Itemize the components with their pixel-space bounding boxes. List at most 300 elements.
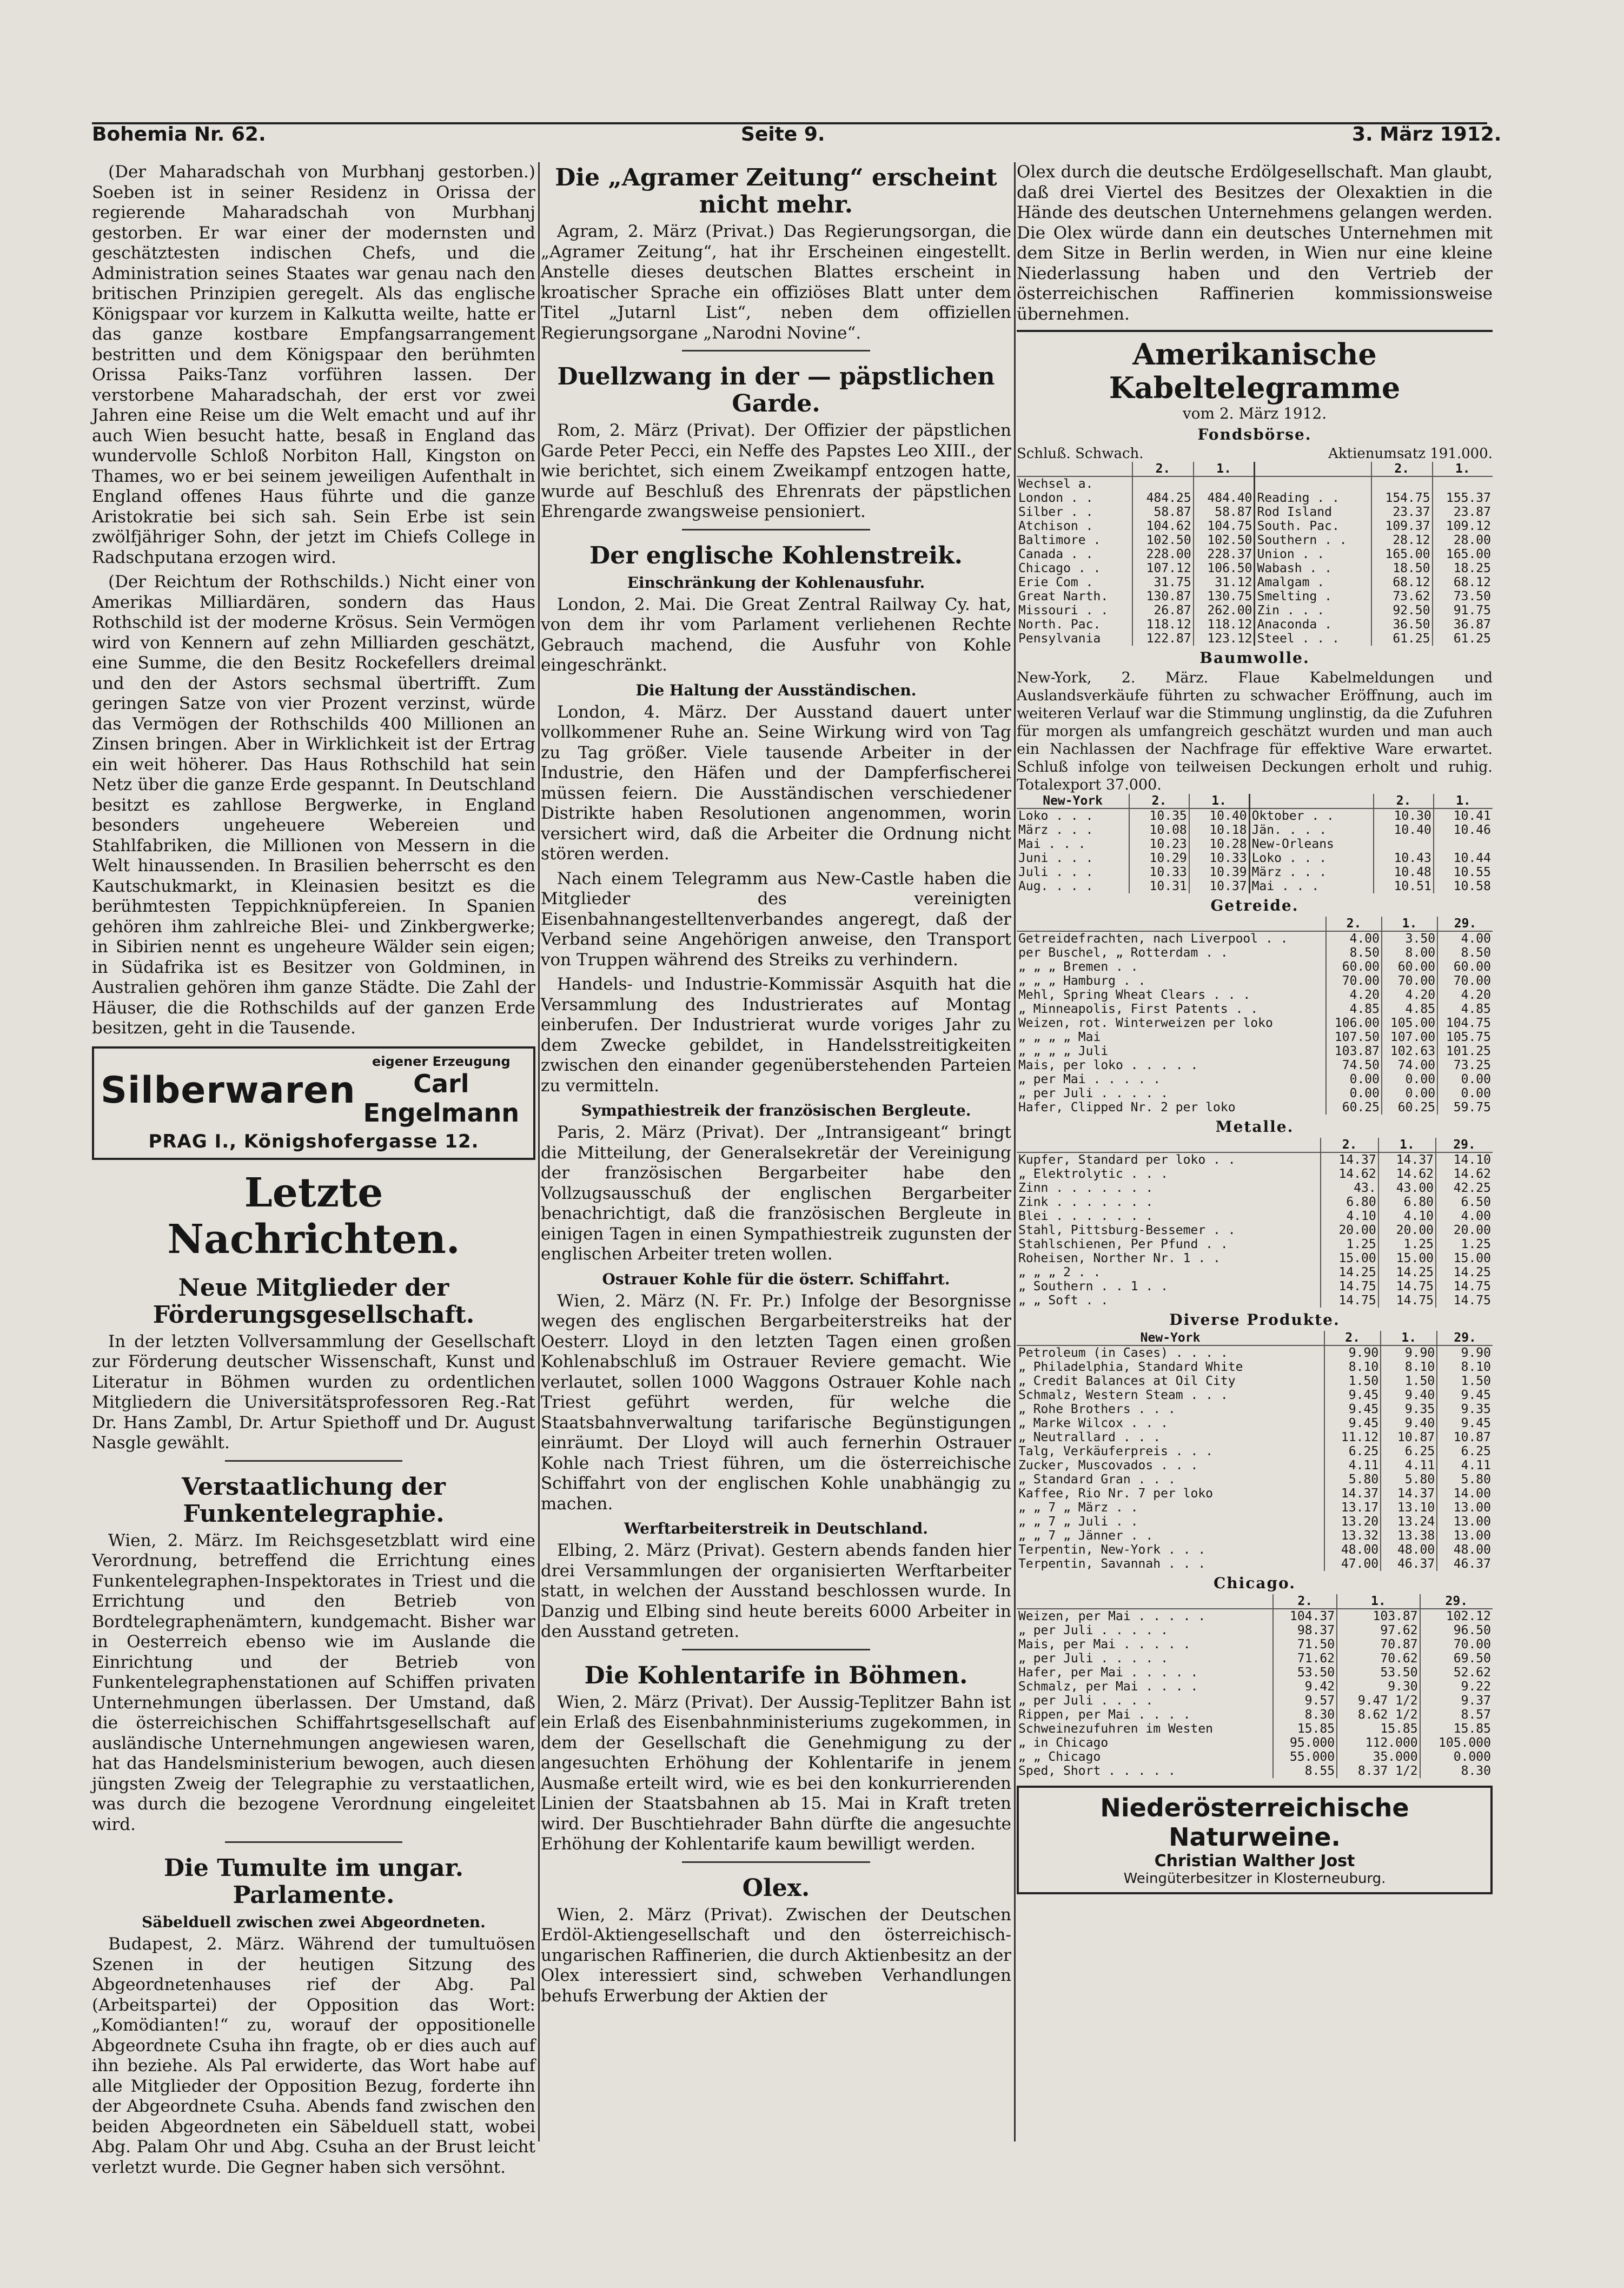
table-cell-value: 15.00 <box>1378 1251 1436 1265</box>
table-cell-value: 13.00 <box>1437 1529 1493 1543</box>
table-cell-value <box>1433 476 1493 491</box>
table-cell-value: 58.87 <box>1194 505 1255 519</box>
table-cell-value: 118.12 <box>1194 618 1255 632</box>
table-cell-label: Mai . . . <box>1249 879 1374 893</box>
table-cell-value: 20.00 <box>1378 1223 1436 1237</box>
article-olex-continued: Olex durch die deutsche Erdölgesellschaft. Man glaubt, daß drei Viertel des Besitzes der Olexaktien in die Hände des deutschen Unternehmens gelangen werden. Die Olex würde dann ein deutsches Unternehmen mit dem Sitze in Berlin werden, in Wien nur eine kleine Niederlassung haben und den Vertrieb der österreichischen Raffinerien kommissionsweise übernehmen. <box>1017 162 1493 324</box>
table-row <box>1017 1652 1493 1666</box>
table-cell-value: 70.87 <box>1337 1637 1420 1652</box>
table-cell-value: 4.00 <box>1436 1209 1493 1223</box>
table-cell-label: „ per Juli . . . . . <box>1018 1652 1168 1666</box>
table-cell-value: 10.43 <box>1374 851 1434 865</box>
table-cell-label: Zink . . . . . . . <box>1018 1195 1154 1209</box>
table-cell-value: 48.00 <box>1437 1543 1493 1557</box>
section-title-last-news: Letzte Nachrichten. <box>167 1169 460 1263</box>
table-cell-value: 23.87 <box>1433 505 1493 519</box>
table-cell-value: 2. <box>1374 794 1434 808</box>
table-row <box>1017 476 1493 491</box>
table-row <box>1017 1708 1493 1722</box>
table-row <box>1017 823 1493 837</box>
table-row <box>1017 1515 1493 1529</box>
table-cell-value: 155.37 <box>1433 491 1493 505</box>
table-row <box>1017 1237 1493 1251</box>
table-cell-value: 74.50 <box>1326 1058 1382 1072</box>
table-cell-value: 70.00 <box>1437 974 1493 988</box>
table-cell-value: 29. <box>1437 1331 1493 1345</box>
table-row <box>1017 931 1493 946</box>
table-cell-value: 2. <box>1129 794 1189 808</box>
table-cell-label: Zucker, Muscovados . . . <box>1018 1458 1198 1473</box>
table-row <box>1017 1181 1493 1195</box>
table-row <box>1017 1680 1493 1694</box>
table-cell-value: 98.37 <box>1273 1623 1337 1637</box>
article-ausstaendische: London, 4. März. Der Ausstand dauert unter vollkommener Ruhe an. Seine Wirkung wird von Tag zu Tag größer. Viele tausende Arbeiter in der Industrie, den Häfen und der Dampferfischerei müssen feiern. Die Ausständischen verschiedener Distrikte haben Resolutionen angenommen, worin versichert wird, daß die Arbeiter die Ordnung nicht stören werden. <box>541 702 1011 864</box>
ad-address: PRAG I., Königshofergasse 12. <box>148 1130 479 1152</box>
table-row <box>1017 533 1493 547</box>
ad-description: Weingüterbesitzer in Klosterneuburg. <box>1123 1871 1386 1887</box>
table-baumwolle <box>1017 794 1493 893</box>
table-cell-label: „ per Juli . . . . <box>1018 1694 1154 1708</box>
table-cell-value: 70.00 <box>1382 974 1437 988</box>
table-row <box>1017 1402 1493 1416</box>
table-cell-label: South. Pac. <box>1255 519 1371 533</box>
table-cell-value: 4.85 <box>1437 1002 1493 1016</box>
table-cell-value: 70.62 <box>1337 1652 1420 1666</box>
table-cell-value: 60.00 <box>1326 960 1382 974</box>
table-cell-value: 20.00 <box>1321 1223 1378 1237</box>
table-row <box>1017 1209 1493 1223</box>
table-cell-value: 123.12 <box>1194 632 1255 646</box>
table-cell-value <box>1374 837 1434 851</box>
table-cell-value: 0.000 <box>1420 1750 1493 1764</box>
table-cell-value: 102.50 <box>1194 533 1255 547</box>
table-cell-label: Mai . . . <box>1018 837 1086 851</box>
table-cell-value: 29. <box>1420 1594 1493 1609</box>
table-cell-value: 8.57 <box>1420 1708 1493 1722</box>
table-cell-value: 14.00 <box>1437 1487 1493 1501</box>
table-cell-value: 23.37 <box>1371 505 1433 519</box>
table-cell-value: 47.00 <box>1324 1557 1381 1571</box>
table-row <box>1017 1251 1493 1265</box>
table-cell-value: 10.48 <box>1374 865 1434 879</box>
table-cell-value: 13.00 <box>1437 1501 1493 1515</box>
divider <box>1017 330 1493 332</box>
table-cell-value: 0.00 <box>1326 1072 1382 1086</box>
column-3 <box>1017 162 1493 2147</box>
advertisement-silberwaren <box>92 1046 535 1160</box>
table-cell-value: 104.37 <box>1273 1609 1337 1623</box>
table-cell-value: 10.40 <box>1374 823 1434 837</box>
article-agramer-zeitung: Agram, 2. März (Privat.) Das Regierungsorgan, die „Agramer Zeitung“, hat ihr Erscheinen eingestellt. Anstelle dieses deutschen Blattes erscheint in kroatischer Sprache ein offiziöses Blatt unter dem Titel „Jutarnl List“, neben dem offiziellen Regierungsorgane „Narodni Novine“. <box>541 222 1011 343</box>
table-cell-value: 9.37 <box>1420 1694 1493 1708</box>
table-cell-value: 5.80 <box>1437 1473 1493 1487</box>
table-row <box>1017 1736 1493 1750</box>
table-cell-value: 4.00 <box>1326 931 1382 946</box>
table-header-row <box>1017 1138 1493 1152</box>
table-row <box>1017 505 1493 519</box>
table-cell-label <box>1017 462 1132 476</box>
table-cell-value: 69.50 <box>1420 1652 1493 1666</box>
header-page-number: Seite 9. <box>741 123 825 145</box>
table-row <box>1017 589 1493 603</box>
table-row <box>1017 1543 1493 1557</box>
table-cell-label: Schmalz, Western Steam . . . <box>1018 1388 1228 1402</box>
subheadline-ostrauer-kohle: Ostrauer Kohle für die österr. Schiffahrt. <box>602 1270 950 1288</box>
table-cell-value: 4.11 <box>1324 1458 1381 1473</box>
headline-funkentelegraphie: Verstaatlichung der Funkentelegraphie. <box>182 1473 446 1528</box>
table-cell-value: 10.44 <box>1434 851 1493 865</box>
table-metalle <box>1017 1138 1493 1308</box>
table-cell-value: 228.37 <box>1194 547 1255 561</box>
table-row <box>1017 1195 1493 1209</box>
table-cell-label: Stahlschienen, Per Pfund . . <box>1018 1237 1228 1251</box>
table-cell-value: 71.62 <box>1273 1652 1337 1666</box>
table-cell-value: 68.12 <box>1433 575 1493 589</box>
table-row <box>1017 603 1493 618</box>
table-cell-value: 9.47 1/2 <box>1337 1694 1420 1708</box>
table-row <box>1017 1345 1493 1360</box>
table-cell-value: 4.11 <box>1381 1458 1437 1473</box>
table-row <box>1017 1374 1493 1388</box>
table-cell-value: 2. <box>1371 462 1433 476</box>
table-cell-value: 1. <box>1337 1594 1420 1609</box>
table-row <box>1017 1666 1493 1680</box>
table-cell-value: 73.50 <box>1433 589 1493 603</box>
table-cell-label: Wabash . . <box>1255 561 1371 575</box>
table-cell-label: Amalgam . <box>1255 575 1371 589</box>
table-cell-label: Juni . . . <box>1018 851 1093 865</box>
table-cell-value: 70.00 <box>1420 1637 1493 1652</box>
table-cell-value: 154.75 <box>1371 491 1433 505</box>
table-cell-label: Mais, per Mai . . . . . <box>1018 1637 1191 1652</box>
table-cell-value: 31.75 <box>1132 575 1194 589</box>
table-cell-value: 14.75 <box>1378 1294 1436 1308</box>
table-cell-value: 6.50 <box>1436 1195 1493 1209</box>
table-cell-value: 10.28 <box>1189 837 1249 851</box>
table-cell-label <box>1249 794 1374 808</box>
table-cell-value: 15.85 <box>1420 1722 1493 1736</box>
table-cell-value: 4.00 <box>1437 931 1493 946</box>
table-cell-label: März . . . <box>1018 823 1093 837</box>
table-cell-value: 10.58 <box>1434 879 1493 893</box>
table-row <box>1017 1623 1493 1637</box>
table-cell-value: 15.00 <box>1436 1251 1493 1265</box>
table-cell-value: 6.80 <box>1321 1195 1378 1209</box>
table-cell-label: Great Narth. <box>1018 589 1109 603</box>
table-cell-value: 106.00 <box>1326 1016 1382 1030</box>
table-cell-value: 48.00 <box>1381 1543 1437 1557</box>
table-cell-label: Weizen, rot. Winterweizen per loko <box>1018 1016 1273 1030</box>
table-cell-value: 104.75 <box>1437 1016 1493 1030</box>
table-cell-value: 9.30 <box>1337 1680 1420 1694</box>
table-cell-value: 74.00 <box>1382 1058 1437 1072</box>
table-cell-label: Loko . . . <box>1018 809 1093 823</box>
table-cell-value: 104.62 <box>1132 519 1194 533</box>
table-cell-value: 73.62 <box>1371 589 1433 603</box>
table-cell-label: März . . . <box>1249 865 1374 879</box>
table-cell-value: 96.50 <box>1420 1623 1493 1637</box>
table-cell-value: 10.39 <box>1189 865 1249 879</box>
table-cell-value: 2. <box>1326 917 1382 931</box>
article-maharadschah: (Der Maharadschah von Murbhanj gestorben.) Soeben ist in seiner Residenz in Orissa der regierende Maharadschah von Murbhanj gestorben. Er war einer der modernsten und geschätztesten indischen Chefs, und die Administration seines Staates war genau nach den britischen Prinzipien geregelt. Als das englische Königspaar vor kurzem in Kalkutta weilte, hatte er das ganze kostbare Empfangsarrangement bestritten und dem Königspaar den berühmten Orissa Paiks-Tanz vorführen lassen. Der verstorbene Maharadschah, der erst vor zwei Jahren eine Reise um die Welt emacht und auf ihr auch Wien besucht hatte, besaß in England das wundervolle Schloß Norbiton Hall, Kingston on Thames, wo er bei seinem jeweiligen Aufenthalt in England offenes Haus führte und die ganze Aristokratie bei sich sah. Sein Erbe ist sein zwölfjähriger Sohn, der jetzt im Chiefs College in Radschputana erzogen wird. <box>92 162 535 567</box>
table-cell-label: Schmalz, per Mai . . . . <box>1018 1680 1198 1694</box>
table-cell-label: Rod Island <box>1255 505 1371 519</box>
table-cell-label: Aug. . . . <box>1018 879 1093 893</box>
ad-company: Carl Engelmann <box>363 1069 520 1128</box>
headline-agramer-zeitung: Die „Agramer Zeitung“ erscheint nicht mehr. <box>555 164 997 218</box>
table-cell-value: 14.25 <box>1436 1265 1493 1279</box>
table-cell-label: North. Pac. <box>1018 618 1101 632</box>
table-cell-value: 10.46 <box>1434 823 1493 837</box>
table-cell-value: 29. <box>1436 1138 1493 1152</box>
table-cell-value: 14.62 <box>1436 1167 1493 1181</box>
table-cell-value: 14.62 <box>1378 1167 1436 1181</box>
table-cell-label: Steel . . . <box>1255 632 1371 646</box>
divider <box>225 1460 402 1462</box>
table-cell-label: „ in Chicago <box>1018 1736 1109 1750</box>
table-cell-value: 107.50 <box>1326 1030 1382 1044</box>
table-cell-value: 8.55 <box>1273 1764 1337 1778</box>
table-cell-value: 29. <box>1437 917 1493 931</box>
table-cell-label: Canada . . <box>1018 547 1093 561</box>
table-cell-value: 43. <box>1321 1181 1378 1195</box>
table-fondsboerse <box>1017 462 1493 646</box>
table-cell-label: Union . . <box>1255 547 1371 561</box>
table-cell-value: 10.55 <box>1434 865 1493 879</box>
table-cell-label: Chicago . . <box>1018 561 1101 575</box>
table-cell-value: 6.25 <box>1324 1444 1381 1458</box>
table-cell-value: 10.33 <box>1129 865 1189 879</box>
table-row <box>1017 1223 1493 1237</box>
table-cell-label: Atchison . <box>1018 519 1093 533</box>
table-cell-value: 1. <box>1433 462 1493 476</box>
divider <box>682 350 870 352</box>
subheadline-saebelduell: Säbelduell zwischen zwei Abgeordneten. <box>142 1913 486 1931</box>
table-row <box>1017 1444 1493 1458</box>
table-cell-value: 262.00 <box>1194 603 1255 618</box>
table-row <box>1017 1100 1493 1115</box>
table-cell-value: 484.25 <box>1132 491 1194 505</box>
article-kohlenausfuhr: London, 2. Mai. Die Great Zentral Railway Cy. hat, von dem ihr vom Parlament verliehenen Rechte Gebrauch machend, die Ausfuhr von Kohle eingeschränkt. <box>541 594 1011 675</box>
table-cell-label: „ „ „ Bremen . . <box>1018 960 1138 974</box>
table-cell-label: Loko . . . <box>1249 851 1374 865</box>
table-cell-value: 165.00 <box>1371 547 1433 561</box>
article-ostrauer-kohle: Wien, 2. März (N. Fr. Pr.) Infolge der Besorgnisse wegen des englischen Bergarbeiterstreiks hat der Oesterr. Lloyd in den letzten Tagen einen großen Kohlenabschluß im Ostrauer Reviere gemacht. Wie verlautet, sollen 1000 Waggons Ostrauer Kohle nach Triest geführt werden, für welche die Staatsbahnverwaltung tarifarische Begünstigungen einräumt. Der Lloyd will auch fernerhin Ostrauer Kohle nach Triest führen, um die österreichische Schiffahrt von der englischen Kohle unabhängig zu machen. <box>541 1291 1011 1514</box>
table-cell-label: „ Rohe Brothers . . . <box>1018 1402 1176 1416</box>
table-row <box>1017 575 1493 589</box>
table-chicago <box>1017 1594 1493 1778</box>
headline-duellzwang: Duellzwang in der — päpstlichen Garde. <box>557 363 995 417</box>
table-cell-value: 1. <box>1378 1138 1436 1152</box>
table-cell-value: 4.20 <box>1382 988 1437 1002</box>
table-cell-value <box>1434 837 1493 851</box>
table-cell-value: 6.25 <box>1437 1444 1493 1458</box>
table-cell-value: 0.00 <box>1437 1086 1493 1100</box>
table-cell-label: „ „ Chicago <box>1018 1750 1101 1764</box>
table-cell-value: 8.30 <box>1273 1708 1337 1722</box>
table-cell-value: 13.20 <box>1324 1515 1381 1529</box>
table-cell-label: Schweinezufuhren im Westen <box>1018 1722 1214 1736</box>
table-cell-value: 2. <box>1324 1331 1381 1345</box>
table-cell-label: „ Credit Balances at Oil City <box>1018 1374 1236 1388</box>
table-cell-value: 3.50 <box>1382 931 1437 946</box>
table-cell-value: 10.18 <box>1189 823 1249 837</box>
table-row <box>1017 1458 1493 1473</box>
table-cell-value: 42.25 <box>1436 1181 1493 1195</box>
table-cell-value: 18.50 <box>1371 561 1433 575</box>
table-cell-value: 60.00 <box>1382 960 1437 974</box>
table-row <box>1017 1722 1493 1736</box>
market-title-getreide: Getreide. <box>1210 897 1299 914</box>
table-cell-value: 58.87 <box>1132 505 1194 519</box>
table-cell-value: 53.50 <box>1273 1666 1337 1680</box>
article-duellzwang: Rom, 2. März (Privat). Der Offizier der päpstlichen Garde Peter Pecci, ein Neffe des Papstes Leo XIII., der wie berichtet, sich einem Zweikampf entzogen hatte, wurde auf Beschluß des Ehrenrats der päpstlichen Ehrengarde zwangsweise pensioniert. <box>541 421 1011 521</box>
table-cell-label: „ „ „ „ Juli <box>1018 1044 1109 1058</box>
headline-olex: Olex. <box>742 1874 810 1902</box>
table-cell-value: 104.75 <box>1194 519 1255 533</box>
market-title-diverse: Diverse Produkte. <box>1169 1311 1340 1329</box>
table-cell-value: 10.30 <box>1374 808 1434 823</box>
table-cell-value: 8.10 <box>1324 1360 1381 1374</box>
table-cell-label: Southern . . <box>1255 533 1371 547</box>
table-cell-value: 46.37 <box>1381 1557 1437 1571</box>
table-header-row <box>1017 462 1493 476</box>
table-row <box>1017 547 1493 561</box>
table-cell-value: 8.00 <box>1382 946 1437 960</box>
table-cell-value: 14.37 <box>1321 1152 1378 1167</box>
table-cell-label: Anaconda . <box>1255 618 1371 632</box>
table-cell-value: 73.25 <box>1437 1058 1493 1072</box>
table-cell-label: Kaffee, Rio Nr. 7 per loko <box>1018 1487 1214 1501</box>
table-cell-label: Wechsel a. <box>1018 477 1093 491</box>
article-werftarbeiterstreik: Elbing, 2. März (Privat). Gestern abends fanden hier drei Versammlungen der organisierten Werftarbeiter statt, in welchen der Ausstand beschlossen wurde. In Danzig und Elbing sind heute bereits 6000 Arbeiter in den Ausstand getreten. <box>541 1541 1011 1641</box>
table-cell-value: 10.51 <box>1374 879 1434 893</box>
table-cell-label: Hafer, Clipped Nr. 2 per loko <box>1018 1100 1236 1115</box>
table-cell-label: Missouri . . <box>1018 603 1109 618</box>
table-cell-value: 71.50 <box>1273 1637 1337 1652</box>
table-cell-label: Roheisen, Norther Nr. 1 . . <box>1018 1251 1221 1265</box>
table-cell-label: Stahl, Pittsburg-Bessemer . . <box>1018 1223 1236 1237</box>
table-cell-value: 13.00 <box>1437 1515 1493 1529</box>
table-cell-value: 1. <box>1194 462 1255 476</box>
table-cell-label: „ Southern . . 1 . . <box>1018 1279 1168 1294</box>
table-row <box>1017 1487 1493 1501</box>
header-date: 3. März 1912. <box>1352 123 1502 145</box>
table-cell-label: „ „ „ 2 . . <box>1018 1265 1101 1279</box>
table-cell-value: 1. <box>1381 1331 1437 1345</box>
table-cell-value: 14.75 <box>1378 1279 1436 1294</box>
column-1 <box>92 162 535 2177</box>
table-cell-label: Terpentin, New-York . . . <box>1018 1543 1206 1557</box>
table-cell-value: 13.17 <box>1324 1501 1381 1515</box>
table-row <box>1017 1086 1493 1100</box>
market-title-fondsboerse: Fondsbörse. <box>1197 426 1312 443</box>
table-cell-value: 61.25 <box>1433 632 1493 646</box>
table-cell-value: 107.12 <box>1132 561 1194 575</box>
table-cell-value: 1.50 <box>1437 1374 1493 1388</box>
table-row <box>1017 1279 1493 1294</box>
divider <box>225 1841 402 1843</box>
table-cell-value: 68.12 <box>1371 575 1433 589</box>
table-cell-value: 1.25 <box>1436 1237 1493 1251</box>
table-row <box>1017 1044 1493 1058</box>
table-cell-label: Weizen, per Mai . . . . . <box>1018 1609 1206 1623</box>
table-cell-value: 102.12 <box>1420 1609 1493 1623</box>
table-cell-label: „ per Mai . . . . . <box>1018 1072 1161 1086</box>
table-cell-value: 14.25 <box>1378 1265 1436 1279</box>
table-cell-value: 14.25 <box>1321 1265 1378 1279</box>
table-cell-value: 107.00 <box>1382 1030 1437 1044</box>
table-row <box>1017 1294 1493 1308</box>
table-cell-value: 9.40 <box>1381 1388 1437 1402</box>
table-cell-label: Zinn . . . . . . . <box>1018 1181 1154 1195</box>
table-cell-value: 165.00 <box>1433 547 1493 561</box>
subheadline-ausstaendische: Die Haltung der Ausständischen. <box>635 681 917 699</box>
table-cell-label: „ Neutrallard . . . <box>1018 1430 1161 1444</box>
table-cell-value: 97.62 <box>1337 1623 1420 1637</box>
market-title-metalle: Metalle. <box>1215 1118 1294 1136</box>
table-cell-value: 20.00 <box>1436 1223 1493 1237</box>
table-cell-value: 9.22 <box>1420 1680 1493 1694</box>
table-cell-label: New-York <box>1017 794 1129 808</box>
table-cell-value: 9.45 <box>1324 1388 1381 1402</box>
table-row <box>1017 1529 1493 1543</box>
table-row <box>1017 1058 1493 1072</box>
headline-kohlentarife: Die Kohlentarife in Böhmen. <box>584 1661 968 1689</box>
table-cell-label: per Buschel, „ Rotterdam . . <box>1018 946 1228 960</box>
table-cell-label: Baltimore . <box>1018 533 1101 547</box>
article-foerderungsgesellschaft: In der letzten Vollversammlung der Gesellschaft zur Förderung deutscher Wissenschaft, Kunst und Literatur in Böhmen wurden zu ordentlichen Mitgliedern die Universitätsprofessoren Reg.-Rat Dr. Hans Zambl, Dr. Artur Spiethoff und Dr. August Nasgle gewählt. <box>92 1331 535 1453</box>
table-cell-value: 14.75 <box>1436 1294 1493 1308</box>
table-cell-value: 14.37 <box>1381 1487 1437 1501</box>
table-cell-value: 10.41 <box>1434 808 1493 823</box>
table-row <box>1017 808 1493 823</box>
table-row <box>1017 1557 1493 1571</box>
table-cell-label: Sped, Short . . . . . <box>1018 1764 1176 1778</box>
table-cell-value: 9.57 <box>1273 1694 1337 1708</box>
ad-title: Niederösterreichische Naturweine. <box>1100 1793 1409 1852</box>
table-header-row <box>1017 1331 1493 1345</box>
table-cell-label: „ „ 7 „ Juli . . <box>1018 1515 1138 1529</box>
table-cell-value: 36.50 <box>1371 618 1433 632</box>
ad-subtitle: eigener Erzeugung <box>372 1053 511 1069</box>
table-cell-value: 28.12 <box>1371 533 1433 547</box>
table-cell-label: Petroleum (in Cases) . . . . <box>1018 1346 1228 1360</box>
table-cell-value: 10.31 <box>1129 879 1189 893</box>
table-cell-value: 9.90 <box>1324 1345 1381 1360</box>
table-getreide <box>1017 917 1493 1115</box>
table-cell-value: 102.63 <box>1382 1044 1437 1058</box>
table-cell-label: „ „ 7 „ März . . <box>1018 1501 1138 1515</box>
divider <box>682 1649 870 1650</box>
table-row <box>1017 519 1493 533</box>
table-cell-value: 2. <box>1273 1594 1337 1609</box>
table-cell-label <box>1255 476 1371 491</box>
table-cell-value: 118.12 <box>1132 618 1194 632</box>
table-cell-value: 15.00 <box>1321 1251 1378 1265</box>
ad-company: Christian Walther Jost <box>1154 1852 1355 1871</box>
article-rothschild: (Der Reichtum der Rothschilds.) Nicht einer von Amerikas Milliardären, sondern das Haus Rothschild ist der moderne Krösus. Sein Vermögen wird von Kennern auf zehn Milliarden geschätzt, eine Summe, die den Besitz Rockefellers dreimal und den der Astors sechsmal übertrifft. Zum geringen Satze von vier Prozent verzinst, würde das Vermögen der Rothschilds 400 Millionen an Zinsen bringen. Aber in Wirklichkeit ist der Ertrag ein weit höherer. Das Haus Rothschild hat sein Netz über die ganze Erde gespannt. In Deutschland besitzt es zahllose Bergwerke, in England besonders ungeheuere Webereien und Stahlfabriken, die Millionen von Messern in die Welt hinaussenden. In Brasilien beherrscht es den Kautschukmarkt, in Kleinasien besitzt es die berühmtesten Teppichknüpfereien. In Spanien gehören ihm zahlreiche Blei- und Zinkbergwerke; in Sibirien nennt es ungeheure Wälder sein eigen; in Südafrika ist es Besitzer von Goldminen, in Australien gehören ihm ganze Städte. Die Zahl der Häuser, die die Rothschilds auf der ganzen Erde besitzen, geht in die Tausende. <box>92 572 535 1038</box>
table-cell-value: 0.00 <box>1437 1072 1493 1086</box>
table-cell-value: 109.12 <box>1433 519 1493 533</box>
table-cell-value: 18.25 <box>1433 561 1493 575</box>
table-cell-value: 14.75 <box>1436 1279 1493 1294</box>
table-cell-label: London . . <box>1018 491 1093 505</box>
table-cell-label: „ per Juli . . . . . <box>1018 1086 1168 1100</box>
table-header-row <box>1017 1594 1493 1609</box>
table-cell-label: Erie Com . <box>1018 575 1093 589</box>
table-cell-value <box>1194 476 1255 491</box>
